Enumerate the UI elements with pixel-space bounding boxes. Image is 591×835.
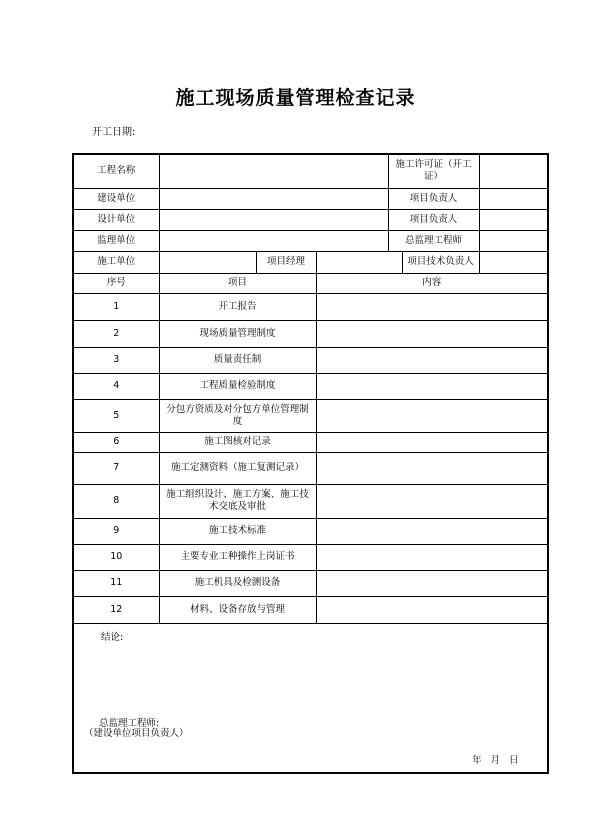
permit-label: 施工许可证（开工证） [388,154,479,188]
conclusion-section[interactable] [73,623,548,773]
row-content[interactable] [316,373,548,399]
table-row [73,373,548,399]
row-item: 主要专业工种操作上岗证书 [159,544,316,570]
row-content[interactable] [316,452,548,484]
row-no: 11 [73,570,159,596]
table-row [73,320,548,347]
project-name-label: 工程名称 [73,154,159,188]
row-content[interactable] [316,596,548,623]
row-item: 质量责任制 [159,347,316,373]
table-row [73,518,548,544]
row-no: 8 [73,484,159,518]
row-content[interactable] [316,570,548,596]
contractor-unit-value[interactable] [159,251,256,273]
table-row [73,544,548,570]
row-item: 施工技术标准 [159,518,316,544]
table-row [73,347,548,373]
project-leader-value[interactable] [479,188,548,209]
inspection-form-table [72,153,549,774]
row-no: 7 [73,452,159,484]
column-header-no: 序号 [73,273,159,293]
row-item: 施工组织设计、施工方案、施工技术交底及审批 [159,484,316,518]
table-row [73,596,548,623]
column-header-content: 内容 [316,273,548,293]
project-manager-value[interactable] [316,251,402,273]
start-date-label: 开工日期: [92,127,136,138]
design-unit-label: 设计单位 [73,209,159,230]
supervision-unit-value[interactable] [159,230,388,251]
contractor-unit-label: 施工单位 [73,251,159,273]
supervision-unit-label: 监理单位 [73,230,159,251]
owner-leader-signature-label: （建设单位项目负责人） [84,727,189,739]
row-no: 10 [73,544,159,570]
table-row [73,399,548,432]
row-item: 材料、设备存放与管理 [159,596,316,623]
row-item: 分包方资质及对分包方单位管理制度 [159,399,316,432]
row-content[interactable] [316,320,548,347]
design-leader-label: 项目负责人 [388,209,479,230]
technical-leader-value[interactable] [479,251,548,273]
construction-unit-value[interactable] [159,188,388,209]
row-no: 1 [73,293,159,320]
row-item: 施工图核对记录 [159,432,316,452]
table-row [73,484,548,518]
table-row [73,570,548,596]
row-no: 3 [73,347,159,373]
row-item: 施工定测资料（施工复测记录） [159,452,316,484]
row-content[interactable] [316,544,548,570]
signature-date: 年 月 日 [472,754,519,766]
row-no: 12 [73,596,159,623]
design-leader-value[interactable] [479,209,548,230]
row-content[interactable] [316,347,548,373]
row-item: 工程质量检验制度 [159,373,316,399]
project-manager-label: 项目经理 [256,251,316,273]
row-no: 4 [73,373,159,399]
design-unit-value[interactable] [159,209,388,230]
row-no: 9 [73,518,159,544]
row-no: 6 [73,432,159,452]
page-title: 施工现场质量管理检查记录 [175,87,416,109]
technical-leader-label: 项目技术负责人 [402,251,479,273]
row-no: 5 [73,399,159,432]
row-content[interactable] [316,518,548,544]
chief-supervisor-value[interactable] [479,230,548,251]
table-row [73,293,548,320]
column-header-item: 项目 [159,273,316,293]
project-leader-label: 项目负责人 [388,188,479,209]
row-item: 开工报告 [159,293,316,320]
table-row [73,452,548,484]
conclusion-label: 结论: [101,631,124,643]
project-name-value[interactable] [159,154,388,188]
row-content[interactable] [316,399,548,432]
table-row [73,432,548,452]
row-content[interactable] [316,293,548,320]
construction-unit-label: 建设单位 [73,188,159,209]
chief-supervisor-signature-label: 总监理工程师: [99,717,160,729]
row-item: 现场质量管理制度 [159,320,316,347]
row-content[interactable] [316,432,548,452]
row-no: 2 [73,320,159,347]
permit-value[interactable] [479,154,548,188]
row-item: 施工机具及检测设备 [159,570,316,596]
chief-supervisor-label: 总监理工程师 [388,230,479,251]
row-content[interactable] [316,484,548,518]
